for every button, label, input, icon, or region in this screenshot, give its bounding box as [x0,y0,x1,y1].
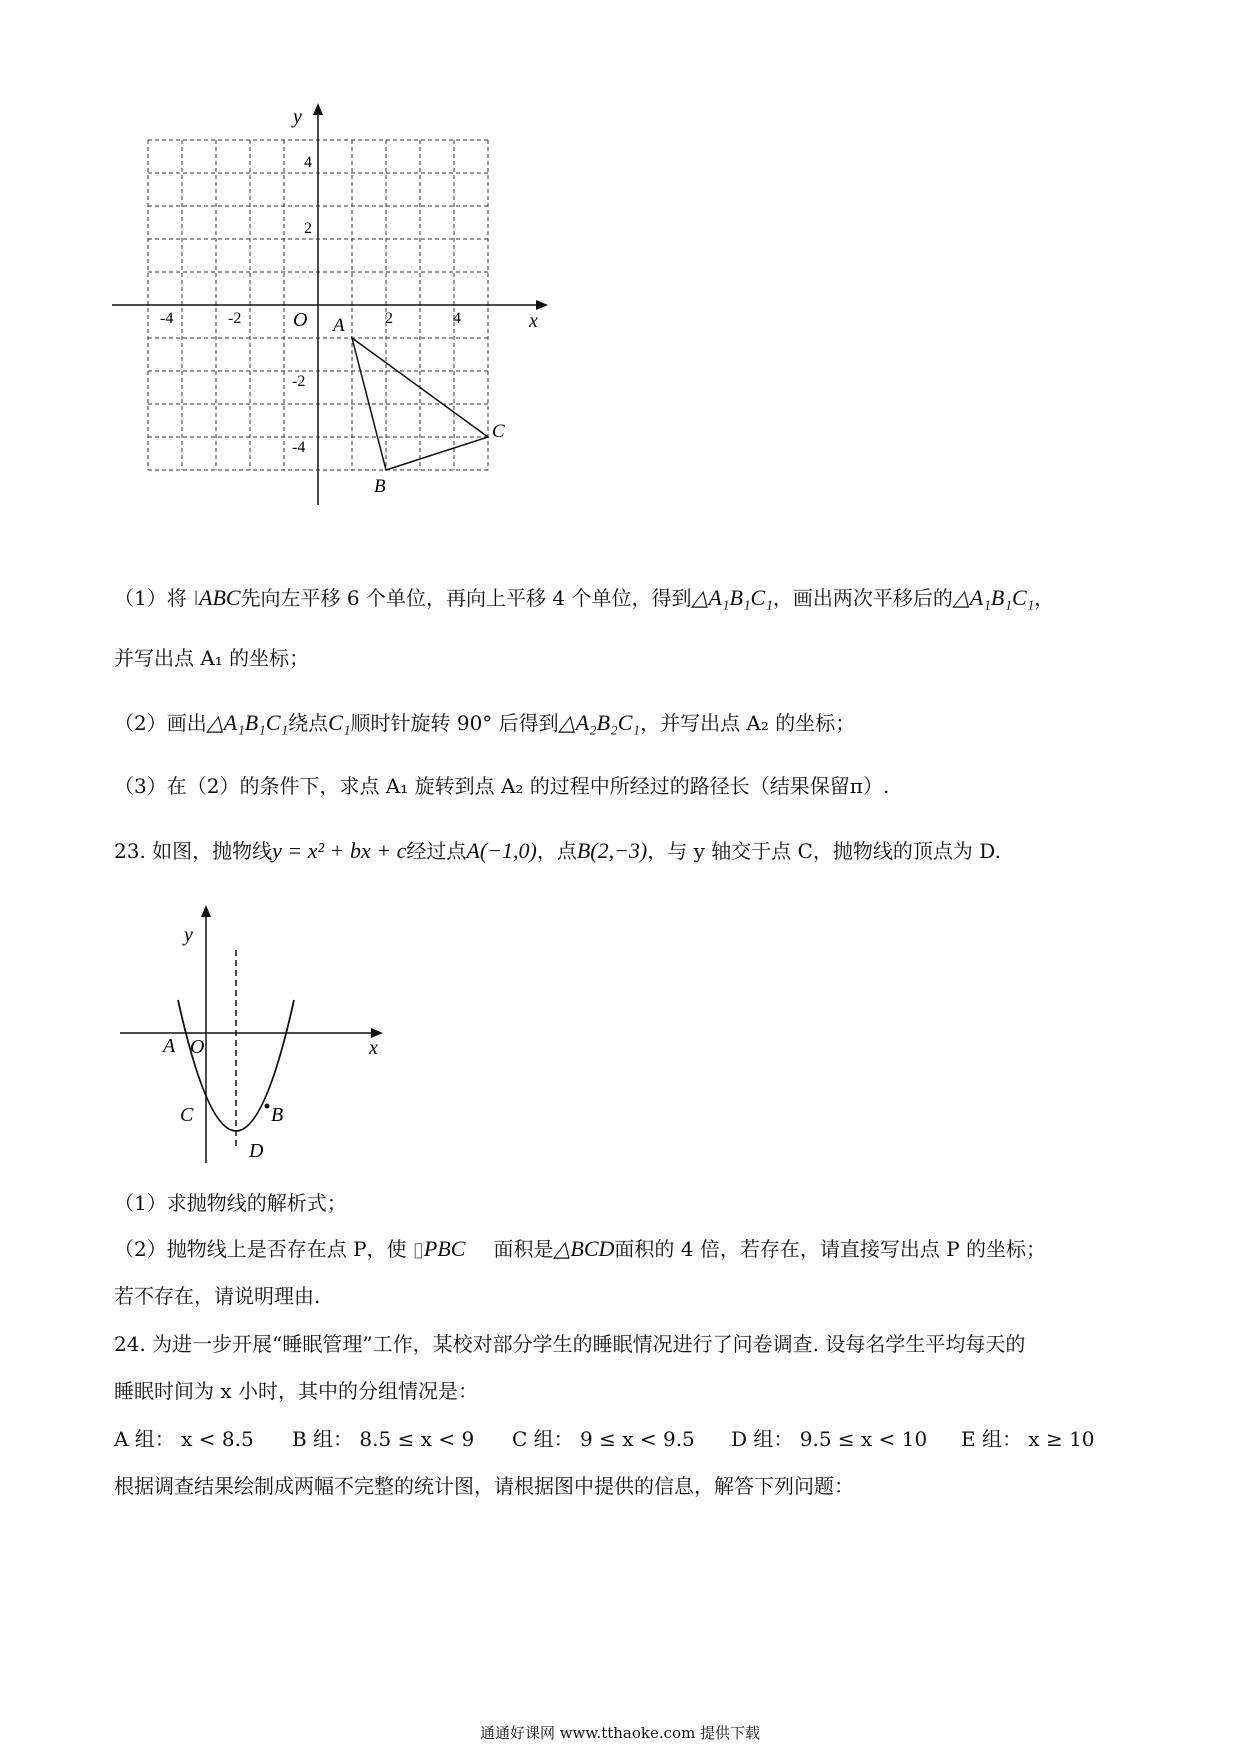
q23-intro [114,837,1001,865]
q22-part2-text: 绕点 [288,711,329,735]
q24-group-d: D 组： 9.5 ≤ x < 10 [731,1427,928,1451]
y-axis-label: y [184,924,193,946]
point-c-label: C [180,1104,194,1126]
parabola-equation: y = x² + bx + c [272,838,407,863]
x-axis-label: x [529,310,538,332]
point-a-label: A [333,315,345,336]
q24-group-c: C 组： 9 ≤ x < 9.5 [512,1427,695,1451]
q24-group-a: A 组： x < 8.5 [114,1427,254,1451]
q23-text: 经过点 [406,839,467,863]
triangle-a1b1c1-symbol: △A₁B₁C₁ [691,585,773,610]
x-axis-arrow [536,300,548,310]
point-b-label: B [271,1104,284,1126]
page-footer: 通通好课网 www.tthaoke.com 提供下载 [479,1724,761,1742]
point-a-label: A [163,1035,176,1057]
q22-part2-text3: ，并写出点 A₂ 的坐标； [640,711,856,735]
q22-part1-line2: 并写出点 A₁ 的坐标； [114,646,310,670]
triangle-pbc-symbol: PBC [423,1236,466,1261]
origin-label: O [293,309,308,331]
q22-part2 [114,709,855,737]
point-b-coords: B(2,−3) [576,838,648,863]
tick-y-2: 2 [304,220,312,237]
triangle-a1b1c1-symbol-3: △A₁B₁C₁ [206,710,289,735]
y-axis-arrow [201,905,211,917]
q22-part1-number: （1）将 [114,586,187,610]
axes [112,108,543,505]
tick-x-neg2: -2 [228,310,242,327]
q24-group-b: B 组： 8.5 ≤ x < 9 [292,1427,475,1451]
q23-text2: ，点 [536,839,577,863]
q22-part1-line1: （1）将 ǀABC先向左平移 6 个单位，再向上平移 4 个单位，得到△A₁B₁C₁，画出两次平移后的△A₁B₁C₁， [114,585,1055,610]
q23-number-text: 23. 如图，抛物线 [114,839,273,863]
q23-sub1: （1）求抛物线的解析式； [114,1191,347,1215]
q22-part2-text2: 顺时针旋转 90° 后得到 [350,711,559,735]
origin-label: O [190,1036,205,1058]
point-c1-symbol: C₁ [328,710,351,735]
point-a-coords: A(−1,0) [466,838,537,863]
q22-part1-comma: ， [1034,586,1055,610]
q22-part2-number: （2）画出 [114,711,207,735]
x-axis-label: x [369,1037,378,1059]
tick-y-neg4: -4 [292,439,306,456]
q22-part3: （3）在（2）的条件下，求点 A₁ 旋转到点 A₂ 的过程中所经过的路径长（结果保留π）. [114,774,890,798]
triangle-a1b1c1-symbol-2: △A₁B₁C₁ [952,585,1035,610]
triangle-bcd-symbol: △BCD [553,1236,615,1261]
tick-x-2: 2 [385,310,393,327]
q24-line2: 睡眠时间为 x 小时，其中的分组情况是： [114,1379,478,1403]
q23-text3: ，与 y 轴交于点 C，抛物线的顶点为 D. [647,839,1001,863]
tick-y-neg2: -2 [292,373,306,390]
q24-group-e: E 组： x ≥ 10 [961,1427,1095,1451]
tick-x-4: 4 [453,310,461,327]
point-b-label: B [374,476,386,497]
tick-x-neg4: -4 [160,310,174,327]
triangle-a2b2c1-symbol: △A₂B₂C₁ [558,710,641,735]
q23-sub2-line2: 若不存在，请说明理由. [114,1284,321,1308]
point-c-label: C [492,421,505,442]
y-axis-label: y [293,106,302,128]
q23-sub2-text2: 面积是 [493,1237,554,1261]
tick-y-4: 4 [304,154,312,171]
point-d-label: D [249,1140,264,1162]
q23-sub2-text3: 面积的 4 倍，若存在，请直接写出点 P 的坐标； [614,1237,1047,1261]
y-axis-arrow [313,103,323,115]
coordinate-grid-figure [100,95,560,515]
q22-part1-text: 先向左平移 6 个单位，再向上平移 4 个单位，得到 [240,586,692,610]
parabola-figure [100,895,400,1175]
q22-part1-text2: ，画出两次平移后的 [772,586,953,610]
point-b-dot [265,1104,270,1109]
triangle-abc-symbol: ABC [199,585,241,610]
q23-sub2-text: （2）抛物线上是否存在点 P，使 [114,1237,407,1261]
q23-sub2: （2）抛物线上是否存在点 P，使 ▯PBC 面积是△BCD面积的 4 倍，若存在，请直接写出点 P 的坐标； [114,1236,1047,1261]
q24-line4: 根据调查结果绘制成两幅不完整的统计图，请根据图中提供的信息，解答下列问题： [114,1474,854,1498]
q24-line1: 24. 为进一步开展“睡眠管理”工作，某校对部分学生的睡眠情况进行了问卷调查. 设每名学生平均每天的 [114,1332,1026,1356]
